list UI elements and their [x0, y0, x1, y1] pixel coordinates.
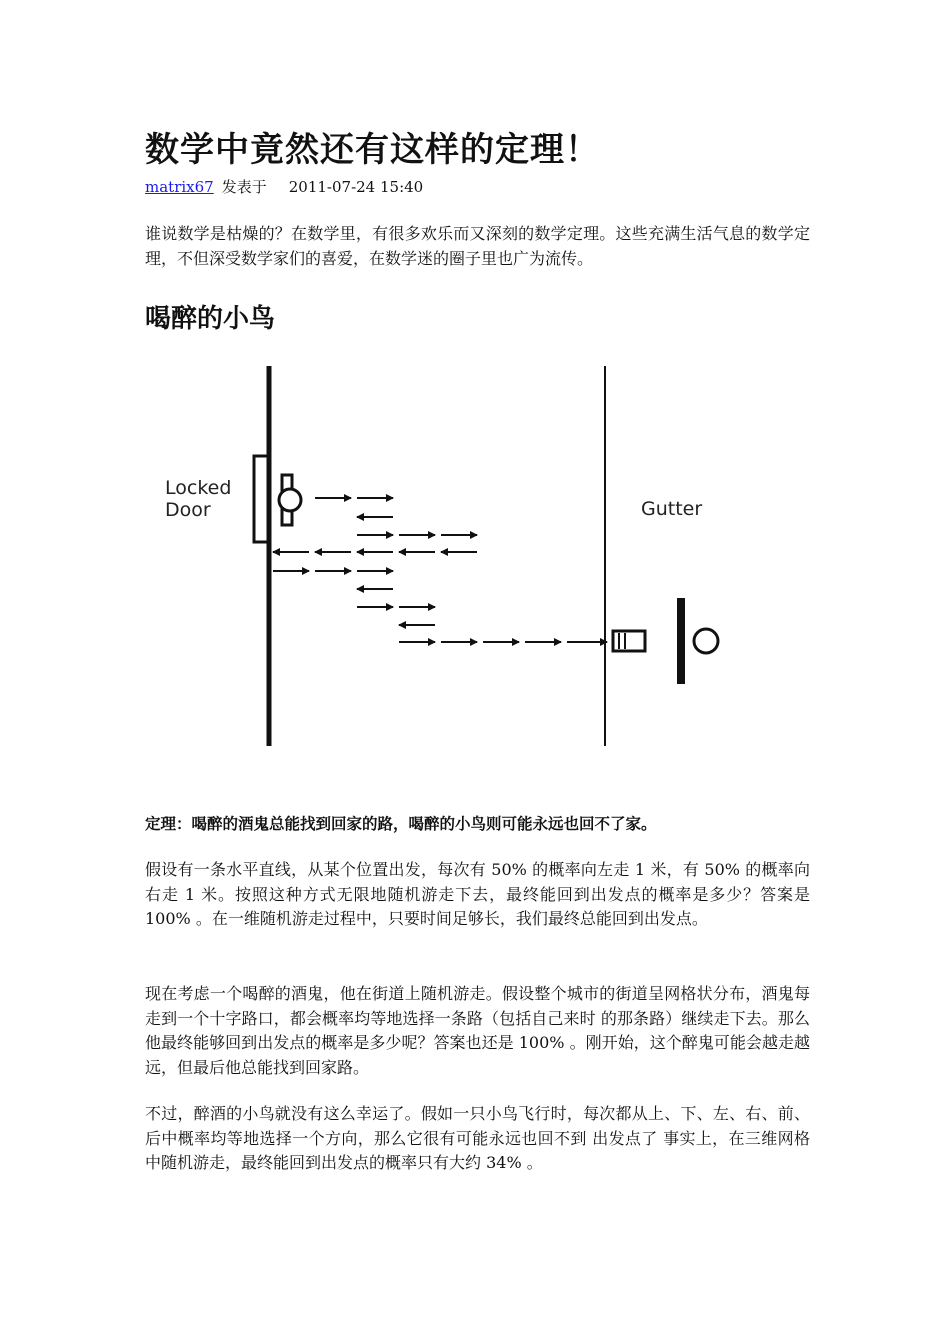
author-link[interactable]: matrix67 — [145, 178, 214, 196]
bird-start-icon — [279, 475, 301, 525]
posted-label: 发表于 — [221, 178, 267, 196]
bird-end-icon — [613, 598, 718, 684]
door-label-2: Door — [165, 499, 211, 521]
door-label-1: Locked — [165, 477, 232, 499]
paragraph-3d-walk: 不过，醉酒的小鸟就没有这么幸运了。假如一只小鸟飞行时，每次都从上、下、左、右、前、后中概率均等地选择一个方向，那么它很有可能永远也回不到 出发点了 事实上，在三维网格中随机游走，最终能回到出发点的概率只有大约 34% 。 — [145, 1104, 810, 1172]
drunk-bird-figure — [145, 360, 745, 750]
article-meta — [145, 176, 423, 198]
paragraph-2d-walk: 现在考虑一个喝醉的酒鬼，他在街道上随机游走。假设整个城市的街道呈网格状分布，酒鬼每走到一个十字路口，都会概率均等地选择一条路（包括自己来时 的那条路）继续走下去。那么他最终能够回到出发点的概率是多少呢？答案也还是 100% 。刚开始，这个醉鬼可能会越走越远，但最后他总能找到回家路。 — [145, 984, 810, 1077]
theorem-statement: 定理：喝醉的酒鬼总能找到回家的路，喝醉的小鸟则可能永远也回不了家。 — [145, 815, 657, 833]
paragraph-1d-walk: 假设有一条水平直线，从某个位置出发，每次有 50% 的概率向左走 1 米，有 50% 的概率向右走 1 米。按照这种方式无限地随机游走下去，最终能回到出发点的概率是多少？答案是 100% 。在一维随机游走过程中，只要时间足够长，我们最终总能回到出发点。 — [145, 860, 810, 928]
door-rect — [254, 456, 268, 542]
walk-path — [273, 498, 607, 642]
gutter-label: Gutter — [641, 498, 703, 520]
intro-paragraph: 谁说数学是枯燥的？在数学里，有很多欢乐而又深刻的数学定理。这些充满生活气息的数学定理，不但深受数学家们的喜爱，在数学迷的圈子里也广为流传。 — [145, 224, 810, 268]
section-heading: 喝醉的小鸟 — [145, 304, 276, 334]
article-title: 数学中竟然还有这样的定理！ — [145, 130, 600, 170]
post-date: 2011-07-24 15:40 — [288, 178, 424, 196]
